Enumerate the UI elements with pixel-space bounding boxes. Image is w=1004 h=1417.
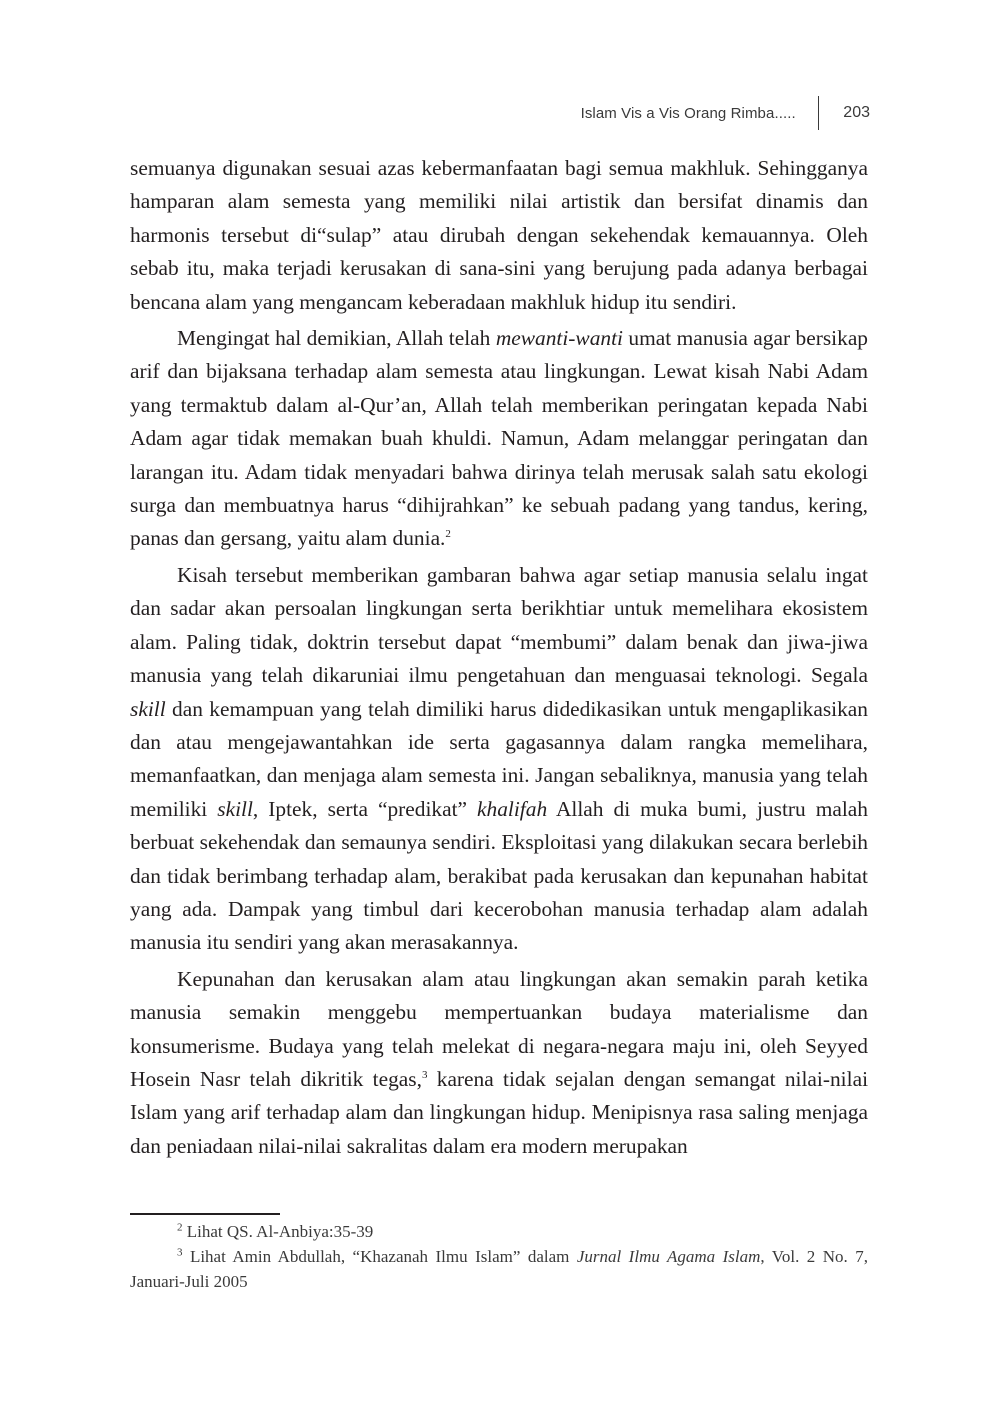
p3-text-b: dan kemampuan yang telah dimiliki harus didedikasikan untuk mengaplikasikan dan atau mengejawantahkan ide serta gagasannya dalam rangka memelihara, memanfaatkan, dan menjaga alam semesta ini. Jangan sebaliknya, manusia yang telah memiliki <box>130 696 868 821</box>
footnote-rule <box>130 1213 280 1215</box>
footnote-3-text-a: Lihat Amin Abdullah, “Khazanah Ilmu Islam” dalam <box>182 1247 577 1266</box>
paragraph-2 <box>130 322 868 556</box>
p2-text-b: umat manusia agar bersikap arif dan bijaksana terhadap alam semesta atau lingkungan. Lewat kisah Nabi Adam yang termaktub dalam al-Qur’an, Allah telah memberikan peringatan kepada Nabi Adam agar tidak memakan buah khuldi. Namun, Adam melanggar peringatan dan larangan itu. Adam tidak menyadari bahwa dirinya telah merusak salah satu ekologi surga dan membuatnya harus “dihijrahkan” ke sebuah padang yang tandus, kering, panas dan gersang, yaitu alam dunia. <box>130 326 869 551</box>
page-number: 203 <box>843 104 870 121</box>
footnote-2-text: Lihat QS. Al-Anbiya:35-39 <box>182 1222 374 1241</box>
header-divider <box>818 96 820 130</box>
footnote-3-journal: Jurnal Ilmu Agama Islam <box>576 1247 761 1266</box>
p3-text-a: Kisah tersebut memberikan gambaran bahwa agar setiap manusia selalu ingat dan sadar akan persoalan lingkungan serta berikhtiar untuk memelihara ekosistem alam. Paling tidak, doktrin tersebut dapat “membumi” dalam benak dan jiwa-jiwa manusia yang telah dikaruniai ilmu pengetahuan dan menguasai teknologi. Segala <box>130 562 868 688</box>
footnote-3-number: 3 <box>177 1246 183 1259</box>
footnote-3-text-b: , Vol. 2 No. 7, Januari-Juli 2005 <box>130 1247 868 1291</box>
p2-text-a: Mengingat hal demikian, Allah telah <box>177 326 496 351</box>
p3-text-d: Allah di muka bumi, justru malah berbuat sekehendak dan semaunya sendiri. Eksploitasi yang dilakukan secara berlebih dan tidak berimbang terhadap alam, berakibat pada kerusakan dan kepunahan habitat yang ada. Dampak yang timbul dari kecerobohan manusia terhadap alam adalah manusia itu sendiri yang akan merasakannya. <box>130 796 868 955</box>
p3-text-c: , Iptek, serta “predikat” <box>252 796 478 821</box>
footnote-ref-2[interactable]: 2 <box>445 528 451 541</box>
footnote-2 <box>130 1219 868 1244</box>
footnotes <box>130 1219 868 1294</box>
running-title: Islam Vis a Vis Orang Rimba..... <box>580 104 796 122</box>
footnote-3 <box>130 1244 868 1294</box>
footnote-2-number: 2 <box>177 1221 183 1234</box>
p3-italic-1: skill <box>130 696 166 721</box>
body-text <box>130 152 868 1166</box>
p4-text-b: karena tidak sejalan dengan semangat nilai-nilai Islam yang arif terhadap alam dan lingkungan hidup. Menipisnya rasa saling menjaga dan peniadaan nilai-nilai sakralitas dalam era modern merupakan <box>130 1066 869 1158</box>
p3-italic-3: khalifah <box>477 796 548 821</box>
paragraph-3 <box>130 559 868 960</box>
p2-italic: mewanti-wanti <box>495 326 623 351</box>
running-header <box>581 96 870 130</box>
p4-text-a: Kepunahan dan kerusakan alam atau lingkungan akan semakin parah ketika manusia semakin menggebu mempertuankan budaya materialisme dan konsumerisme. Budaya yang telah melekat di negara-negara maju ini, oleh Seyyed Hosein Nasr telah dikritik tegas, <box>130 966 868 1091</box>
paragraph-4 <box>130 963 868 1163</box>
p3-italic-2: skill <box>217 796 253 821</box>
footnote-ref-3[interactable]: 3 <box>421 1068 428 1081</box>
paragraph-1: semuanya digunakan sesuai azas kebermanfaatan bagi semua makhluk. Sehingganya hamparan alam semesta yang memiliki nilai artistik dan bersifat dinamis dan harmonis tersebut di“sulap” atau dirubah dengan sekehendak kemauannya. Oleh sebab itu, maka terjadi kerusakan di sana-sini yang berujung pada adanya berbagai bencana alam yang mengancam keberadaan makhluk hidup itu sendiri. <box>130 156 868 314</box>
